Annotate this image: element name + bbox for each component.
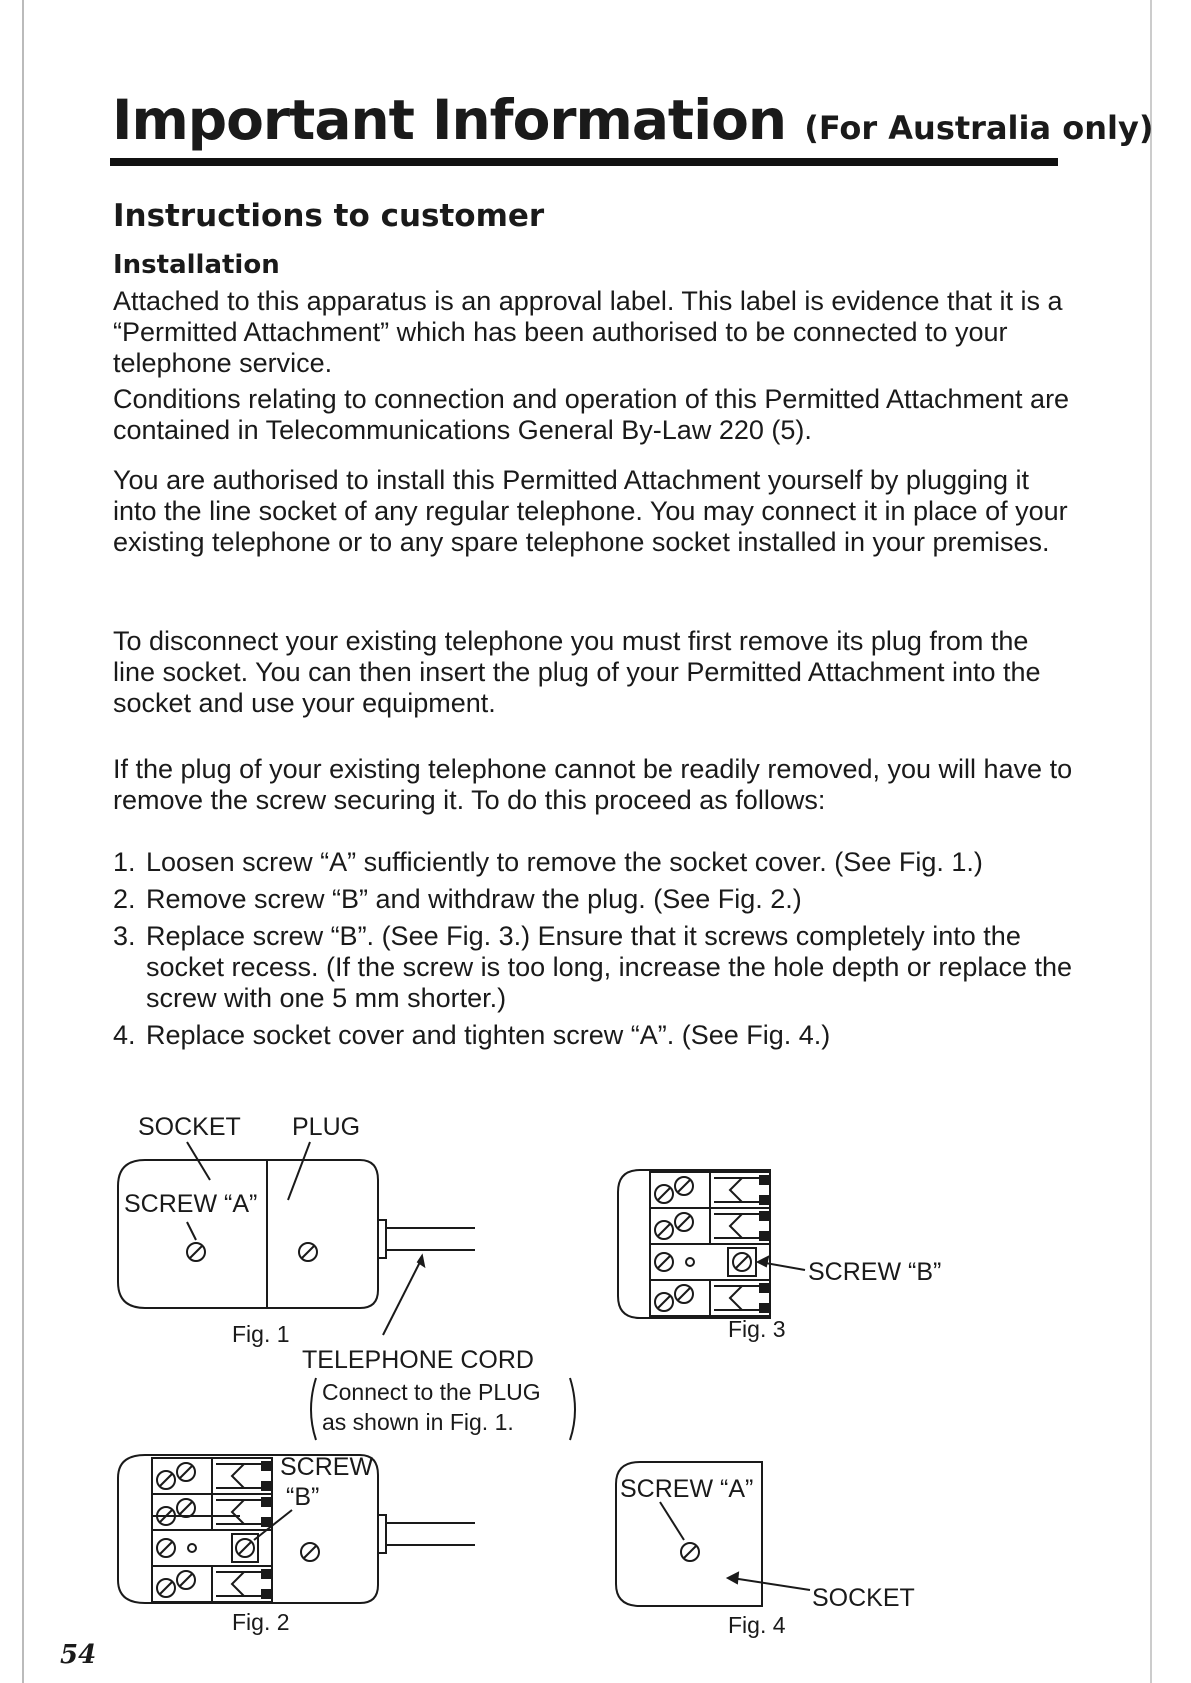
step-text: Replace screw “B”. (See Fig. 3.) Ensure that it screws completely into the socket recess. (If the screw is too long, increase the hole depth or replace the screw with one 5 mm shorter.) [146,921,1072,1013]
paragraph-conditions: Conditions relating to connection and operation of this Permitted Attachment are contained in Telecommunications General By-Law 220 (5). [113,384,1070,445]
step-number: 4. [113,1020,136,1050]
fig3-screw-label: SCREW “B” [808,1258,942,1286]
paragraph-plug-removal: If the plug of your existing telephone cannot be readily removed, you will have to remove the screw securing it. To do this proceed as follows: [113,754,1073,815]
fig1-screw-label: SCREW “A” [124,1190,258,1218]
paragraph-disconnect: To disconnect your existing telephone you must first remove its plug from the line socket. You can then insert the plug of your Permitted Attachment into the socket and use your equipment. [113,626,1041,718]
step-text: Replace socket cover and tighten screw “A”. (See Fig. 4.) [146,1020,831,1050]
fig1-socket-label: SOCKET [138,1113,241,1141]
fig3-caption: Fig. 3 [728,1316,786,1342]
step-text: Loosen screw “A” sufficiently to remove the socket cover. (See Fig. 1.) [146,847,983,877]
paragraph-approval-label: Attached to this apparatus is an approval label. This label is evidence that it is a “Permitted Attachment” which has been authorised to be connected to your telephone service. [113,286,1063,378]
telephone-cord-label: TELEPHONE CORD [302,1346,534,1374]
title-main: Important Information [112,88,787,152]
cord-note-line2: as shown in Fig. 1. [322,1409,514,1435]
step-number: 3. [113,921,136,951]
step-number: 1. [113,847,136,877]
cord-note-line1: Connect to the PLUG [322,1379,541,1405]
step-text: Remove screw “B” and withdraw the plug. (See Fig. 2.) [146,884,802,914]
section-heading: Instructions to customer [113,198,545,234]
paragraph-authorised: You are authorised to install this Permitted Attachment yourself by plugging it into the line socket of any regular telephone. You may connect it in place of your existing telephone or to any spare telephone socket installed in your premises. [113,465,1068,557]
fig2-screw-label-2: “B” [286,1483,320,1511]
fig4-socket-label: SOCKET [812,1584,915,1612]
figure-1 [118,1142,475,1335]
step-number: 2. [113,884,136,914]
fig2-caption: Fig. 2 [232,1609,290,1635]
subheading-installation: Installation [113,250,280,280]
fig4-screw-label: SCREW “A” [620,1475,754,1503]
fig1-caption: Fig. 1 [232,1321,290,1347]
figure-3 [618,1170,805,1318]
fig1-plug-label: PLUG [292,1113,361,1141]
page-number: 54 [60,1640,97,1670]
fig4-caption: Fig. 4 [728,1612,786,1638]
fig2-screw-label-1: SCREW [280,1453,374,1481]
title-subtitle: (For Australia only) [804,109,1154,147]
